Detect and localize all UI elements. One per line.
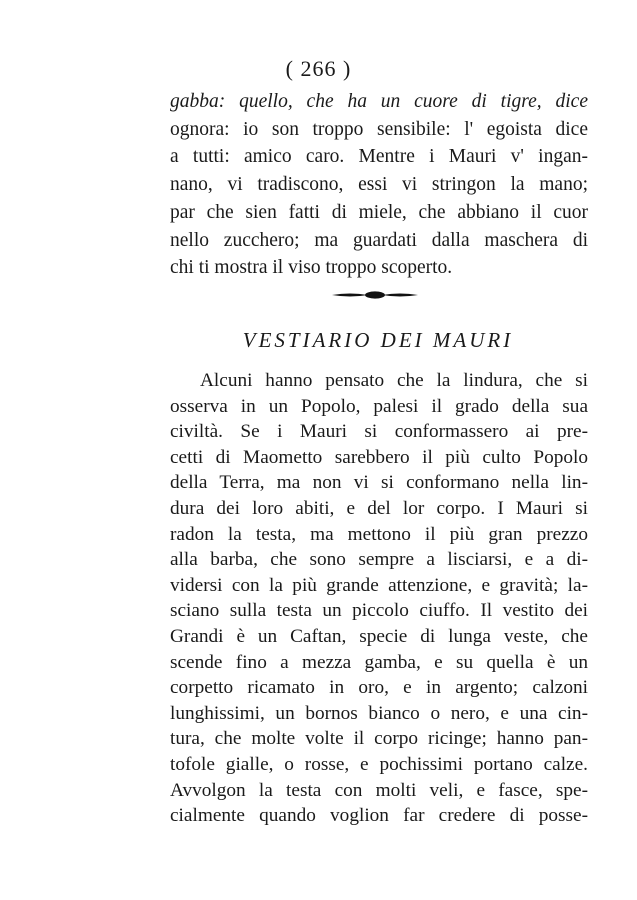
text-line: Avvolgon la testa con molti veli, e fasce, spe- xyxy=(170,779,588,801)
top-paragraph xyxy=(170,88,588,282)
text-line: gabba: quello, che ha un cuore di tigre, dice xyxy=(170,91,588,112)
text-line: della Terra, ma non vi si conformano nella lin- xyxy=(170,472,588,494)
text-line: nano, vi tradiscono, essi vi stringon la mano; xyxy=(170,174,588,196)
text-line: radon la testa, ma mettono il più gran prezzo xyxy=(170,523,588,545)
text-line: ognora: io son troppo sensibile: l' egoista dice xyxy=(170,118,588,140)
text-line: par che sien fatti di miele, che abbiano il cuor xyxy=(170,201,588,223)
text-line: Grandi è un Caftan, specie di lunga veste, che xyxy=(170,625,588,647)
text-line: alla barba, che sono sempre a lisciarsi, e a di- xyxy=(170,549,588,571)
text-line: chi ti mostra il viso troppo scoperto. xyxy=(170,257,453,279)
text-line: civiltà. Se i Mauri si conformassero ai pre- xyxy=(170,421,588,443)
text-line: cialmente quando voglion far credere di posse- xyxy=(170,805,588,827)
text-line: osserva in un Popolo, palesi il grado della sua xyxy=(170,395,588,417)
text-line: nello zucchero; ma guardati dalla maschera di xyxy=(170,229,588,251)
page-number: ( 266 ) xyxy=(285,56,352,81)
text-line: vidersi con la più grande attenzione, e gravità; la- xyxy=(170,574,588,596)
text-line: scende fino a mezza gamba, e su quella è un xyxy=(170,651,588,673)
body-paragraph xyxy=(170,368,588,829)
section-title: VESTIARIO DEI MAURI xyxy=(242,328,514,352)
text-line: Alcuni hanno pensato che la lindura, che si xyxy=(200,370,588,391)
text-line: cetti di Maometto sarebbero il più culto Popolo xyxy=(170,446,588,468)
text-line: tofole gialle, o rosse, e pochissimi portano calze. xyxy=(170,753,588,775)
text-line: dura dei loro abiti, e del lor corpo. I Mauri si xyxy=(170,497,588,519)
ornament-divider xyxy=(330,287,420,303)
text-line: lunghissimi, un bornos bianco o nero, e una cin- xyxy=(170,702,588,724)
text-line: sciano sulla testa un piccolo ciuffo. Il vestito dei xyxy=(170,600,588,622)
text-line: corpetto ricamato in oro, e in argento; calzoni xyxy=(170,677,588,699)
text-line: a tutti: amico caro. Mentre i Mauri v' ingan- xyxy=(170,146,588,168)
text-line: tura, che molte volte il corpo ricinge; hanno pan- xyxy=(170,728,588,750)
